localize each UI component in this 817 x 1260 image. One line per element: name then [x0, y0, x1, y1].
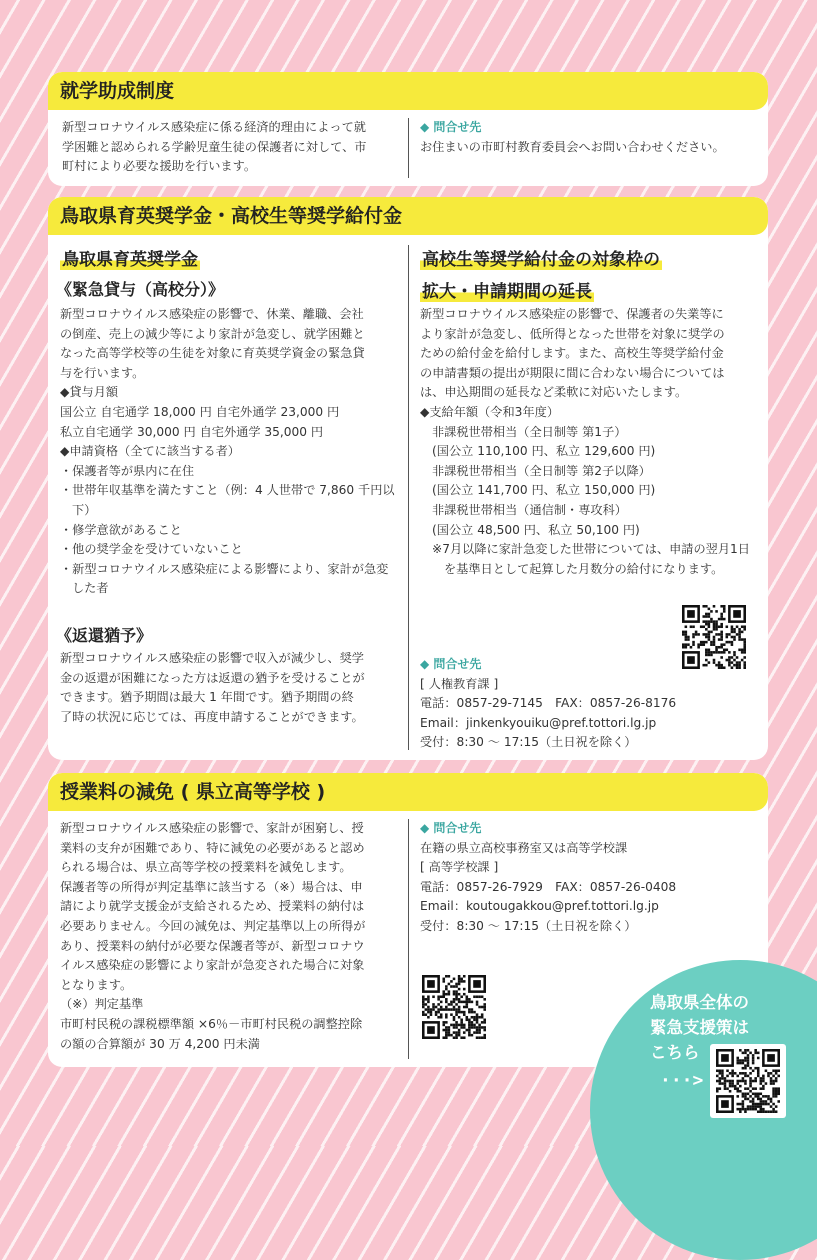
text-line: 保護者等の所得が判定基準に該当する（※）場合は、申: [60, 879, 363, 894]
contact-heading: ◆ 問合せ先: [420, 821, 482, 835]
benefit-contact: [420, 655, 760, 753]
school-aid-contact: [420, 118, 760, 157]
subtitle-ikuei-scholarship: 鳥取県育英奨学金: [60, 245, 200, 270]
circle-line: こちら: [650, 1043, 700, 1062]
contact-email[interactable]: Email：koutougakkou@pref.tottori.lg.jp: [420, 899, 659, 914]
tuition-body: [60, 819, 400, 1054]
text-line: は、申込期間の延長など柔軟に対応いたします。: [420, 385, 688, 400]
text-line: 必要ありません。今回の減免は、判定基準以上の所得が: [60, 918, 366, 933]
pay-note: ※7月以降に家計急変した世帯については、申請の翌月1日を基準日として起算した月数分の給付になります。: [432, 542, 750, 576]
eligibility-heading: ◆申請資格（全てに該当する者）: [60, 444, 240, 459]
divider: [408, 245, 409, 750]
ikuei-left-body: [60, 305, 400, 599]
text-line: 町村により必要な援助を行います。: [62, 159, 257, 174]
section-title-tuition: 授業料の減免 ( 県立高等学校 ): [48, 773, 768, 811]
pay-line: (国公立 48,500 円、私立 50,100 円): [432, 522, 640, 537]
contact-dept: [ 人権教育課 ]: [420, 676, 499, 691]
pay-line: 非課税世帯相当（全日制等 第1子）: [432, 424, 627, 439]
divider: [408, 819, 409, 1059]
heading-repayment-deferral: 《返還猶予》: [56, 626, 153, 645]
text-line: 新型コロナウイルス感染症の影響で収入が減少し、奨学: [60, 651, 364, 665]
pay-line: 非課税世帯相当（全日制等 第2子以降）: [432, 463, 651, 478]
text-line: 新型コロナウイルス感染症の影響で、休業、離職、会社: [60, 307, 364, 321]
divider: [408, 118, 409, 178]
text-line: （※）判定基準: [60, 997, 144, 1012]
subtitle-benefit-expansion-1: 高校生等奨学給付金の対象枠の: [420, 245, 662, 270]
eligibility-item: ・新型コロナウイルス感染症による影響により、家計が急変した者: [60, 561, 389, 596]
amount-line: 国公立 自宅通学 18,000 円 自宅外通学 23,000 円: [60, 404, 340, 419]
contact-line: 受付：8:30 ～ 17:15（土日祝を除く）: [420, 918, 637, 933]
arrow-right-icon: ···>: [660, 1070, 704, 1091]
repayment-deferral-body: [60, 649, 400, 727]
eligibility-item: ・他の奨学金を受けていないこと: [60, 542, 243, 557]
pay-line: (国公立 141,700 円、私立 150,000 円): [432, 483, 656, 498]
text-line: られる場合は、県立高等学校の授業料を減免します。: [60, 860, 352, 875]
heading-emergency-loan: 《緊急貸与（高校分）》: [56, 280, 225, 299]
text-line: あり、授業料の納付が必要な保護者等が、新型コロナウ: [60, 938, 365, 953]
panel-scholarship: [48, 197, 768, 760]
eligibility-item: ・世帯年収基準を満たすこと（例：4 人世帯で 7,860 千円以下）: [60, 483, 395, 517]
panel-school-aid: [48, 72, 768, 186]
text-line: の申請書類の提出が期限に間に合わない場合については: [420, 365, 725, 380]
text-line: より家計が急変し、低所得となった世帯を対象に奨学の: [420, 326, 725, 341]
text-line: 新型コロナウイルス感染症の影響で、家計が困窮し、授: [60, 821, 364, 835]
pay-line: (国公立 110,100 円、私立 129,600 円): [432, 444, 656, 459]
section-title-school-aid: 就学助成制度: [48, 72, 768, 110]
text-line: 金の返還が困難になった方は返還の猶予を受けることが: [60, 670, 365, 685]
contact-line: [ 高等学校課 ]: [420, 860, 499, 875]
contact-email[interactable]: Email：jinkenkyouiku@pref.tottori.lg.jp: [420, 715, 657, 730]
text-line: 請により就学支援金が支給されるため、授業料の納付は: [60, 899, 365, 914]
contact-heading: ◆ 問合せ先: [420, 657, 482, 671]
pay-heading: ◆支給年額（令和3年度）: [420, 404, 560, 419]
contact-text: お住まいの市町村教育委員会へお問い合わせください。: [420, 139, 725, 154]
benefit-body: [420, 305, 760, 579]
eligibility-item: ・保護者等が県内に在住: [60, 463, 195, 478]
school-aid-description: [62, 118, 398, 177]
contact-hours: 受付：8:30 ～ 17:15（土日祝を除く）: [420, 735, 637, 750]
text-line: なった高等学校等の生徒を対象に育英奨学資金の緊急貸: [60, 346, 365, 361]
text-line: イルス感染症の影響により家計が急変された場合に対象: [60, 958, 365, 973]
qr-code-icon[interactable]: [422, 975, 486, 1039]
text-line: の額の合算額が 30 万 4,200 円未満: [60, 1036, 260, 1051]
qr-code-icon[interactable]: [716, 1049, 780, 1113]
text-line: 学困難と認められる学齢児童生徒の保護者に対して、市: [62, 139, 367, 154]
circle-line: 鳥取県全体の: [650, 993, 749, 1012]
text-line: 市町村民税の課税標準額 ×6％－市町村民税の調整控除: [60, 1016, 363, 1031]
contact-line: 在籍の県立高校事務室又は高等学校課: [420, 840, 628, 855]
text-line: 新型コロナウイルス感染症に係る経済的理由によって就: [62, 120, 366, 134]
contact-line: 電話：0857-26-7929 FAX：0857-26-0408: [420, 879, 677, 894]
text-line: 了時の状況に応じては、再度申請することができます。: [60, 709, 364, 724]
amount-line: 私立自宅通学 30,000 円 自宅外通学 35,000 円: [60, 424, 324, 439]
text-line: ための給付金を給付します。また、高校生等奨学給付金: [420, 346, 724, 361]
subtitle-benefit-expansion-2: 拡大・申請期間の延長: [420, 277, 594, 302]
contact-tel: 電話：0857-29-7145 FAX：0857-26-8176: [420, 696, 677, 711]
text-line: 与を行います。: [60, 365, 145, 380]
text-line: 業料の支弁が困難であり、特に減免の必要があると認め: [60, 840, 365, 855]
text-line: となります。: [60, 977, 133, 992]
tuition-contact: [420, 819, 760, 937]
section-title-scholarship: 鳥取県育英奨学金・高校生等奨学給付金: [48, 197, 768, 235]
circle-line: 緊急支援策は: [650, 1018, 749, 1037]
eligibility-item: ・修学意欲があること: [60, 522, 182, 537]
contact-heading: ◆ 問合せ先: [420, 120, 482, 134]
amount-heading: ◆貸与月額: [60, 385, 119, 400]
pay-line: 非課税世帯相当（通信制・専攻科）: [432, 502, 627, 517]
text-line: の倒産、売上の減少等により家計が急変し、就学困難と: [60, 326, 365, 341]
text-line: できます。猶予期間は最大 1 年間です。猶予期間の終: [60, 690, 354, 705]
text-line: 新型コロナウイルス感染症の影響で、保護者の失業等に: [420, 307, 724, 321]
